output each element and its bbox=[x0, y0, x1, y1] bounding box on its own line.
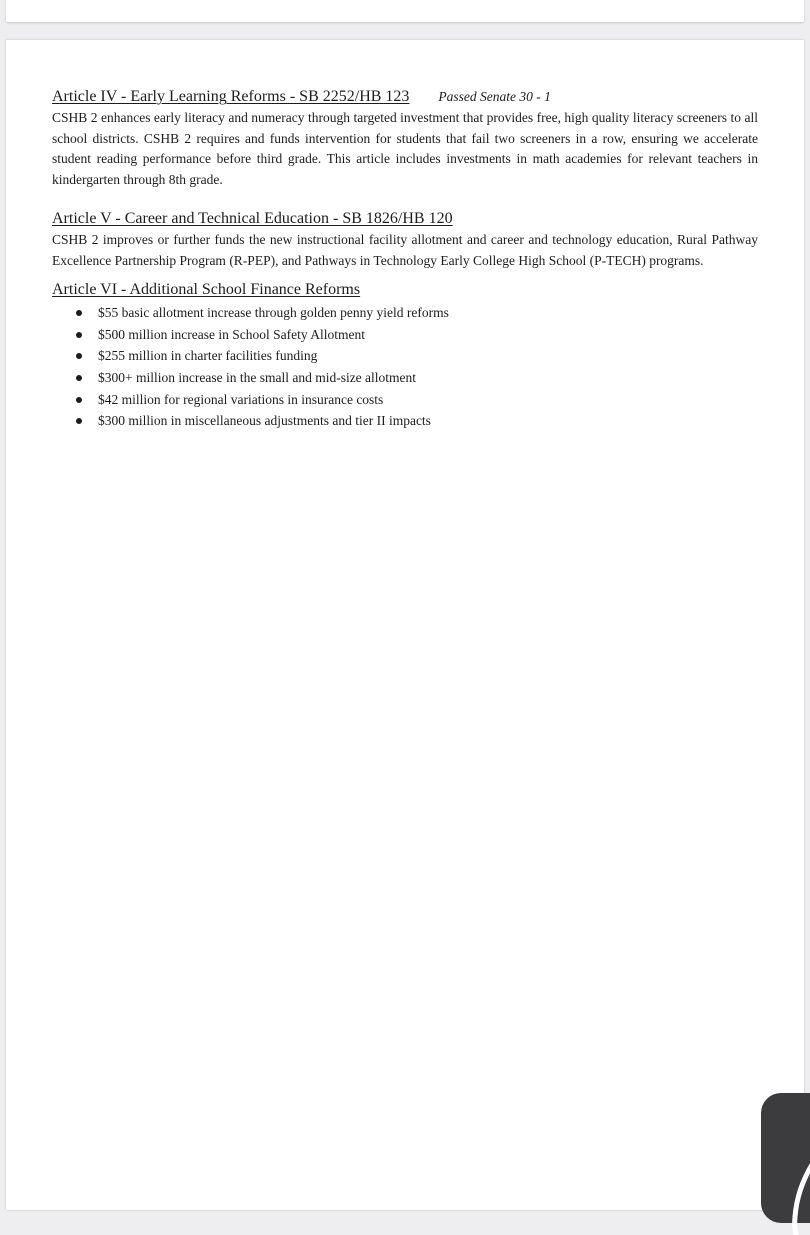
bullet-text: $500 million increase in School Safety Allotment bbox=[98, 326, 365, 342]
article-vi-heading-line bbox=[52, 280, 758, 300]
article-iv-heading: Article IV - Early Learning Reforms - SB 2252/HB 123 bbox=[52, 88, 410, 105]
list-item bbox=[52, 345, 758, 367]
list-item bbox=[52, 389, 758, 411]
list-item bbox=[52, 324, 758, 346]
page-content bbox=[52, 87, 758, 432]
bullet-icon bbox=[76, 375, 82, 381]
article-iv-body: CSHB 2 enhances early literacy and numeracy through targeted investment that provides free, high quality literacy screeners to all school districts. CSHB 2 requires and funds intervention for students that fail two screeners in a row, ensuring we accelerate student reading performance before third grade. This article includes investments in math academies for relevant teachers in kindergarten through 8th grade. bbox=[52, 110, 758, 188]
bullet-text: $42 million for regional variations in insurance costs bbox=[98, 391, 384, 407]
bullet-text: $55 basic allotment increase through golden penny yield reforms bbox=[98, 305, 449, 321]
article-v-heading: Article V - Career and Technical Education - SB 1826/HB 120 bbox=[52, 209, 453, 227]
bullet-icon bbox=[76, 397, 82, 403]
chevron-left-icon bbox=[783, 1155, 810, 1235]
article-vi-heading: Article VI - Additional School Finance Reforms bbox=[52, 281, 361, 299]
document-page bbox=[6, 40, 804, 1210]
back-button[interactable] bbox=[761, 1093, 810, 1223]
bullet-icon bbox=[76, 332, 82, 338]
list-item bbox=[52, 302, 758, 324]
article-v-body: CSHB 2 improves or further funds the new instructional facility allotment and career and technology education, Rural Pathway Excellence Partnership Program (R-PEP), and Pathways in Technology Early College High School (P-TECH) programs. bbox=[52, 231, 758, 268]
passed-senate-note: Passed Senate 30 - 1 bbox=[438, 89, 551, 104]
bullet-text: $300+ million increase in the small and mid-size allotment bbox=[98, 370, 417, 385]
bullet-icon bbox=[76, 418, 82, 424]
bullet-text: $255 million in charter facilities funding bbox=[98, 348, 318, 364]
article-vi-bullet-list bbox=[52, 302, 758, 432]
bullet-icon bbox=[76, 310, 82, 316]
article-vi-section bbox=[52, 280, 758, 432]
previous-page-edge bbox=[6, 0, 804, 22]
article-v-section bbox=[52, 209, 758, 271]
bullet-text: $300 million in miscellaneous adjustments and tier II impacts bbox=[98, 413, 431, 429]
article-iv-heading-line bbox=[52, 87, 758, 107]
article-v-heading-line bbox=[52, 209, 758, 229]
bullet-icon bbox=[76, 353, 82, 359]
list-item bbox=[52, 410, 758, 432]
article-iv-section bbox=[52, 87, 758, 191]
list-item bbox=[52, 367, 758, 389]
